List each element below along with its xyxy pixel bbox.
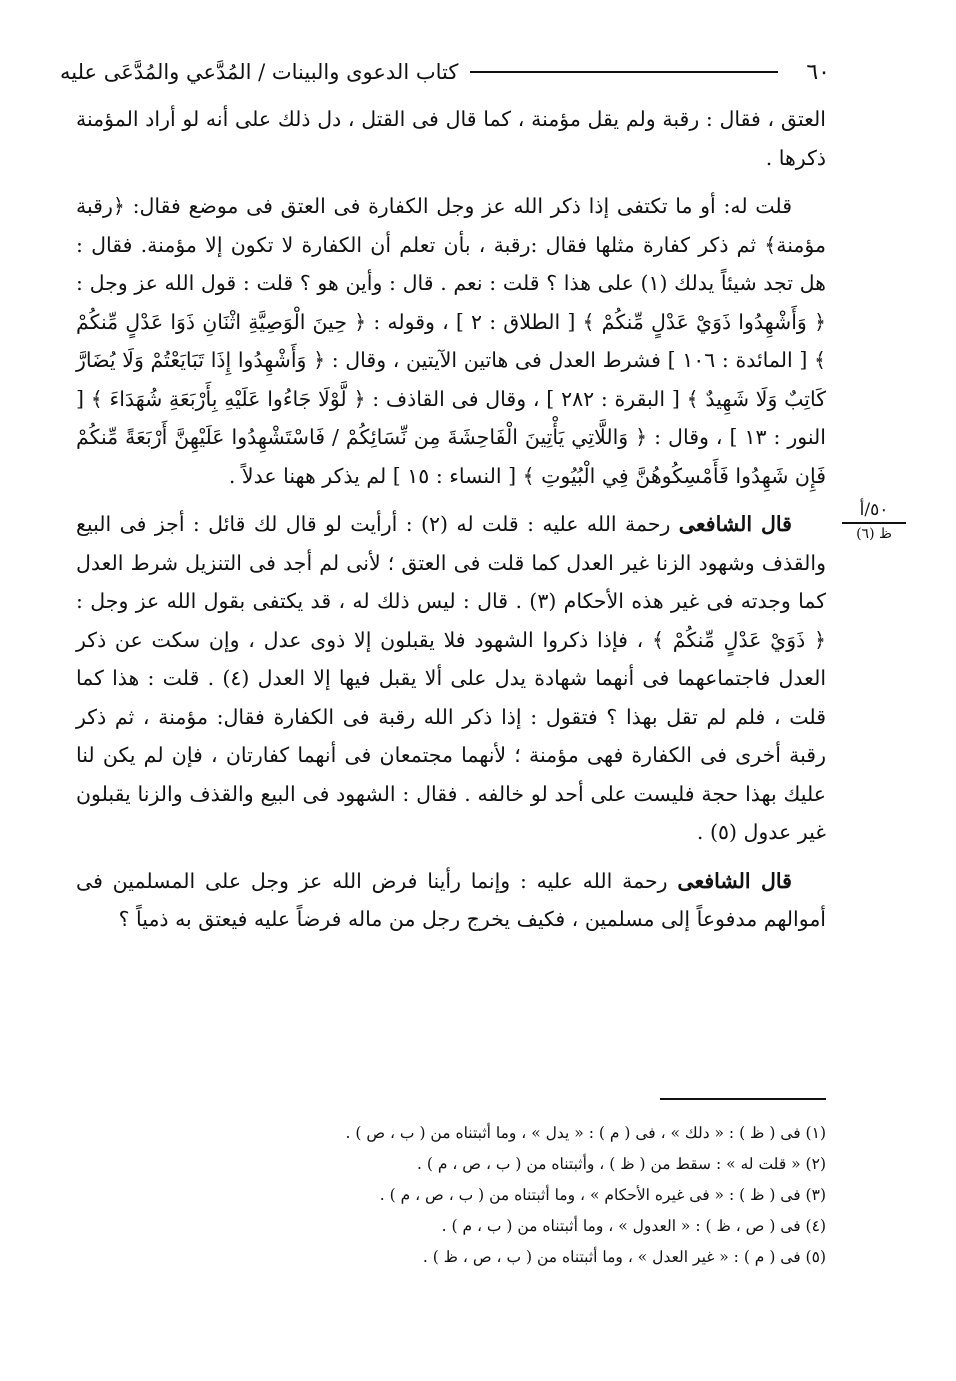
running-title: كتاب الدعوى والبينات / المُدَّعي والمُدَّعَى عليه <box>60 60 459 84</box>
paragraph-1 <box>76 100 826 177</box>
paragraph-text: العتق ، فقال : رقبة ولم يقل مؤمنة ، كما قال فى القتل ، دل ذلك على أنه لو أراد المؤمنة ذكرها . <box>76 107 826 170</box>
main-text <box>76 100 826 949</box>
footnotes <box>220 1118 826 1273</box>
footnote-1: (١) فى ( ظ ) : « دلك » ، فى ( م ) : « يدل » ، وما أثبتناه من ( ب ، ص ) . <box>345 1124 826 1142</box>
margin-note-folio: ٥٠/أ <box>842 500 906 524</box>
margin-note-source: ظ (٦) <box>856 526 892 542</box>
manuscript-margin-note <box>842 500 906 542</box>
paragraph-3 <box>76 505 826 852</box>
page-number: ٦٠ <box>806 59 830 85</box>
paragraph-4 <box>76 862 826 939</box>
footnote-5: (٥) فى ( م ) : « غير العدل » ، وما أثبتناه من ( ب ، ص ، ظ ) . <box>422 1248 826 1266</box>
page-header <box>60 52 830 92</box>
paragraph-text: رحمة الله عليه : وإنما رأينا فرض الله عز وجل على المسلمين فى أموالهم مدفوعاً إلى مسلمين ، فكيف يخرج رجل من ماله فرضاً عليه فيعتق به ذمياً ؟ <box>76 868 826 931</box>
paragraph-text: قلت له: أو ما تكتفى إذا ذكر الله عز وجل الكفارة فى العتق فى موضع فقال: ﴿رقبة مؤمنة﴾ ثم ذكر كفارة مثلها فقال :رقبة ، بأن تعلم أن الكفارة لا تكون إلا مؤمنة. فقال : هل تجد شيئاً يدلك (١) على هذا ؟ قلت : نعم . قال : وأين هو ؟ قلت : قول الله عز وجل : ﴿ وَأَشْهِدُوا ذَوَيْ عَدْلٍ مِّنكُمْ ﴾ [ الطلاق : ٢ ] ، وقوله : ﴿ حِينَ الْوَصِيَّةِ اثْنَانِ ذَوَا عَدْلٍ مِّنكُمْ ﴾ [ المائدة : ١٠٦ ] فشرط العدل فى هاتين الآيتين ، وقال : ﴿ وَأَشْهِدُوا إِذَا تَبَايَعْتُمْ وَلَا يُضَارَّ كَاتِبٌ وَلَا شَهِيدٌ ﴾ [ البقرة : ٢٨٢ ] ، وقال فى القاذف : ﴿ لَّوْلَا جَاءُوا عَلَيْهِ بِأَرْبَعَةِ شُهَدَاءَ ﴾ [ النور : ١٣ ] ، وقال : ﴿ وَاللَّاتِي يَأْتِينَ الْفَاحِشَةَ مِن نِّسَائِكُمْ / فَاسْتَشْهِدُوا عَلَيْهِنَّ أَرْبَعَةً مِّنكُمْ فَإِن شَهِدُوا فَأَمْسِكُوهُنَّ فِي الْبُيُوتِ ﴾ [ النساء : ١٥ ] لم يذكر ههنا عدلاً . <box>76 194 827 488</box>
footnote-rule <box>660 1098 826 1100</box>
paragraph-lead: قال الشافعى <box>678 512 792 536</box>
footnote-2: (٢) « قلت له » : سقط من ( ظ ) ، وأثبتناه من ( ب ، ص ، م ) . <box>417 1155 826 1173</box>
header-rule <box>470 71 778 73</box>
paragraph-lead: قال الشافعى <box>677 868 792 893</box>
footnote-3: (٣) فى ( ظ ) : « فى غيره الأحكام » ، وما أثبتناه من ( ب ، ص ، م ) . <box>379 1186 826 1204</box>
footnote-4: (٤) فى ( ص ، ظ ) : « العدول » ، وما أثبتناه من ( ب ، م ) . <box>441 1217 826 1235</box>
paragraph-2 <box>76 187 826 495</box>
paragraph-text: رحمة الله عليه : قلت له (٢) : أرأيت لو قال لك قائل : أجز فى البيع والقذف وشهود الزنا غير العدل كما قلت فى العتق ؛ لأنى لم أجد فى التنزيل شرط العدل كما وجدته فى غير هذه الأحكام (٣) . قال : ليس ذلك له ، قد يكتفى بقول الله عز وجل : ﴿ ذَوَيْ عَدْلٍ مِّنكُمْ ﴾ ، فإذا ذكروا الشهود فلا يقبلون إلا ذوى عدل ، وإن سكت عن ذكر العدل فاجتماعهما فى أنهما شهادة يدل على ألا يقبل فيها إلا العدل (٤) . قلت : هذا كما قلت ، فلم لم تقل بهذا ؟ فتقول : إذا ذكر الله رقبة فى الكفارة فقال: مؤمنة ، ثم ذكر رقبة أخرى فى الكفارة فهى مؤمنة ؛ لأنهما مجتمعان فى أنهما كفارتان ، فإن لم يكن لنا عليك بهذا حجة فليست على أحد لو خالفه . فقال : الشهود فى البيع والقذف والزنا يقبلون غير عدول (٥) . <box>76 512 827 844</box>
